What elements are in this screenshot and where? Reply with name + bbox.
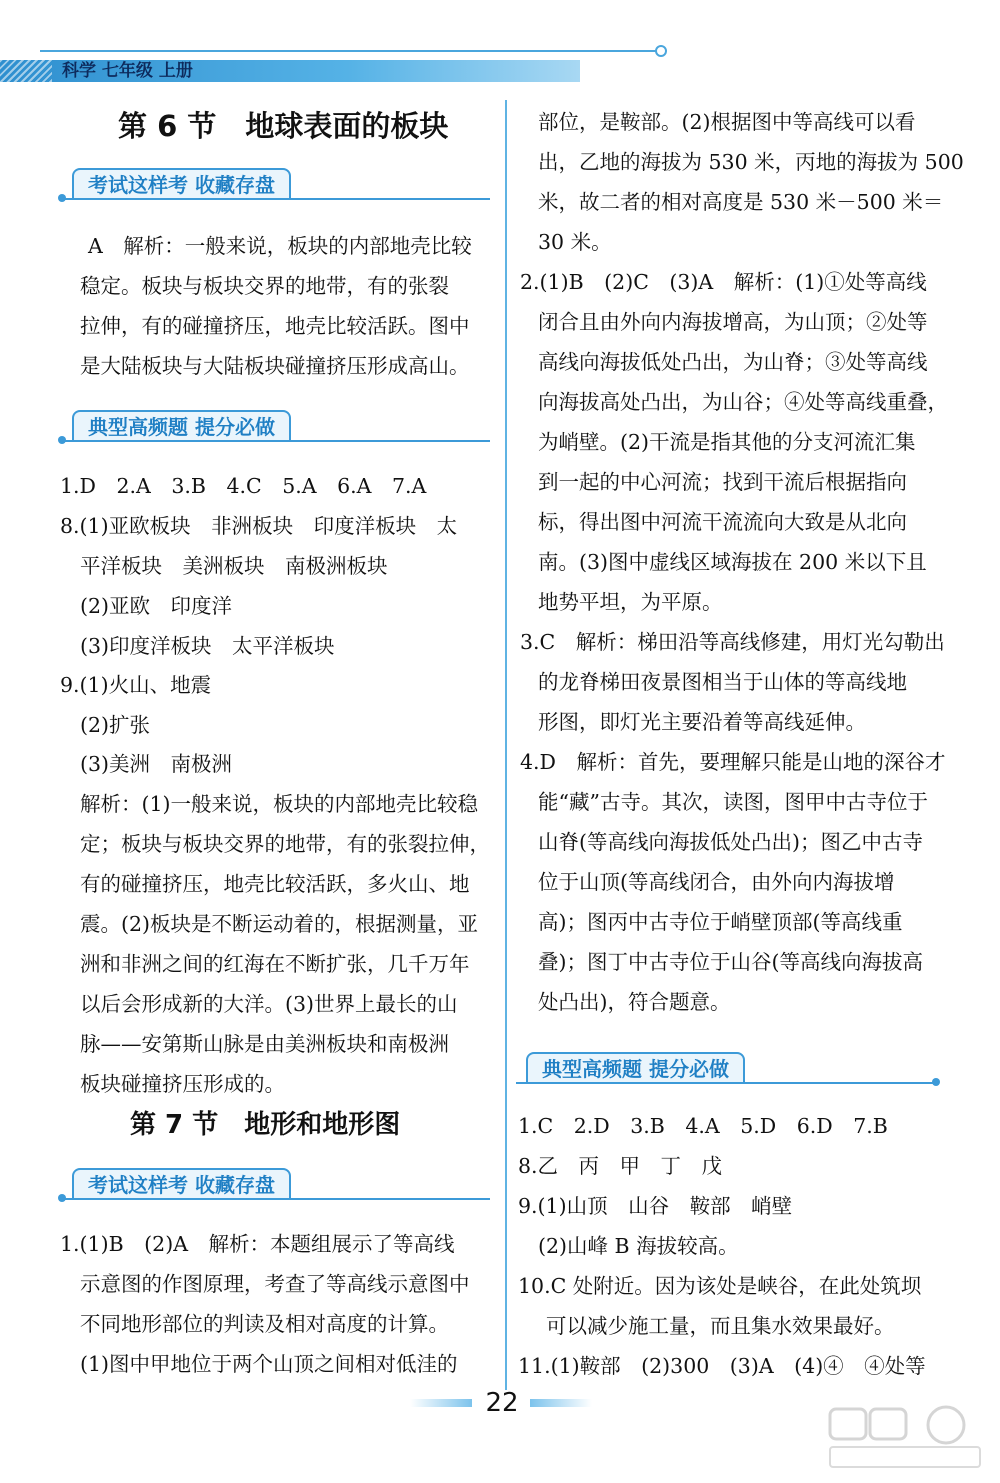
answer-line: (2)山峰 B 海拔较高。: [538, 1234, 739, 1258]
answer-line: 到一起的中心河流；找到干流后根据指向: [538, 470, 907, 494]
answer-line: 4.D 解析：首先，要理解只能是山地的深谷才: [520, 750, 946, 774]
page-number: 22: [485, 1388, 519, 1418]
banner-dot: [932, 1078, 940, 1086]
answer-line: A 解析：一般来说，板块的内部地壳比较: [88, 234, 472, 258]
answer-line: (2)亚欧 印度洋: [80, 594, 233, 618]
answer-line: 高)；图丙中古寺位于峭壁顶部(等高线重: [538, 910, 903, 934]
answer-line: 1.D 2.A 3.B 4.C 5.A 6.A 7.A: [60, 474, 427, 498]
section-7-title: 第 7 节 地形和地形图: [130, 1110, 401, 1140]
answer-line: 处凸出)，符合题意。: [538, 990, 731, 1014]
answer-line: 2.(1)B (2)C (3)A 解析：(1)①处等高线: [520, 270, 927, 294]
header-pattern: [0, 60, 52, 82]
answer-line: (2)扩张: [80, 713, 151, 737]
answer-line: 示意图的作图原理，考查了等高线示意图中: [80, 1272, 470, 1296]
footer-ornament-left: [410, 1399, 472, 1407]
answer-line: 30 米。: [538, 230, 612, 254]
answer-line: 脉——安第斯山脉是由美洲板块和南极洲: [80, 1032, 449, 1056]
answer-line: 叠)；图丁中古寺位于山谷(等高线向海拔高: [538, 950, 923, 974]
banner-line: [62, 198, 490, 200]
answer-line: 标，得出图中河流干流流向大致是从北向: [538, 510, 907, 534]
header-rule: [40, 50, 660, 52]
answer-line: 平洋板块 美洲板块 南极洲板块: [80, 554, 388, 578]
answer-line: 出，乙地的海拔为 530 米，丙地的海拔为 500: [538, 150, 964, 174]
watermark-logo: [826, 1403, 986, 1473]
banner-exam: [62, 1168, 490, 1204]
answer-line: 震。(2)板块是不断运动着的，根据测量，亚: [80, 912, 479, 936]
answer-line: 11.(1)鞍部 (2)300 (3)A (4)④ ④处等: [518, 1354, 926, 1378]
answer-line: 8.乙 丙 甲 丁 戊: [518, 1154, 723, 1178]
answer-line: 山脊(等高线向海拔低处凸出)；图乙中古寺: [538, 830, 923, 854]
answer-line: 米，故二者的相对高度是 530 米－500 米＝: [538, 190, 944, 214]
banner-exam: [62, 168, 490, 204]
answer-line: 9.(1)山顶 山谷 鞍部 峭壁: [518, 1194, 793, 1218]
banner-frequent: [516, 1052, 936, 1088]
answer-line: (1)图中甲地位于两个山顶之间相对低洼的: [80, 1352, 458, 1376]
footer-ornament-right: [530, 1399, 592, 1407]
answer-line: 可以减少施工量，而且集水效果最好。: [546, 1314, 895, 1338]
page-header: [0, 38, 1000, 88]
column-divider: [505, 100, 507, 1390]
answer-line: 闭合且由外向内海拔增高，为山顶；②处等: [538, 310, 928, 334]
banner-label: 典型高频题 提分必做: [526, 1052, 745, 1084]
banner-line: [62, 440, 490, 442]
section-6-title: 第 6 节 地球表面的板块: [118, 109, 449, 143]
banner-label: 考试这样考 收藏存盘: [72, 1168, 291, 1200]
answer-line: 能“藏”古寺。其次，读图，图甲中古寺位于: [538, 790, 928, 814]
banner-line: [62, 1198, 490, 1200]
answer-line: 高线向海拔低处凸出，为山脊；③处等高线: [538, 350, 928, 374]
answer-line: 拉伸，有的碰撞挤压，地壳比较活跃。图中: [80, 314, 470, 338]
answer-line: 形图，即灯光主要沿着等高线延伸。: [538, 710, 866, 734]
answer-line: 板块碰撞挤压形成的。: [80, 1072, 285, 1096]
banner-dot: [58, 1194, 66, 1202]
answer-line: 部位，是鞍部。(2)根据图中等高线可以看: [538, 110, 916, 134]
header-title: 科学 七年级 上册: [62, 61, 193, 81]
answer-line: 1.C 2.D 3.B 4.A 5.D 6.D 7.B: [518, 1114, 888, 1138]
answer-line: (3)印度洋板块 太平洋板块: [80, 634, 335, 658]
answer-line: 3.C 解析：梯田沿等高线修建，用灯光勾勒出: [520, 630, 945, 654]
banner-line: [516, 1082, 936, 1084]
answer-line: 地势平坦，为平原。: [538, 590, 723, 614]
answer-line: (3)美洲 南极洲: [80, 752, 233, 776]
answer-line: 9.(1)火山、地震: [60, 673, 212, 697]
answer-line: 是大陆板块与大陆板块碰撞挤压形成高山。: [80, 354, 470, 378]
answer-line: 解析：(1)一般来说，板块的内部地壳比较稳: [80, 792, 479, 816]
answer-line: 定；板块与板块交界的地带，有的张裂拉伸，: [80, 832, 490, 856]
header-dot: [655, 45, 667, 57]
banner-dot: [58, 436, 66, 444]
answer-line: 洲和非洲之间的红海在不断扩张，几千万年: [80, 952, 470, 976]
answer-line: 位于山顶(等高线闭合，由外向内海拔增: [538, 870, 895, 894]
banner-label: 考试这样考 收藏存盘: [72, 168, 291, 200]
banner-label: 典型高频题 提分必做: [72, 410, 291, 442]
banner-dot: [58, 194, 66, 202]
answer-line: 的龙脊梯田夜景图相当于山体的等高线地: [538, 670, 907, 694]
answer-line: 10.C 处附近。因为该处是峡谷，在此处筑坝: [518, 1274, 922, 1298]
answer-line: 以后会形成新的大洋。(3)世界上最长的山: [80, 992, 458, 1016]
answer-line: 向海拔高处凸出，为山谷；④处等高线重叠，: [538, 390, 948, 414]
answer-line: 为峭壁。(2)干流是指其他的分支河流汇集: [538, 430, 916, 454]
answer-line: 1.(1)B (2)A 解析：本题组展示了等高线: [60, 1232, 455, 1256]
answer-line: 南。(3)图中虚线区域海拔在 200 米以下且: [538, 550, 927, 574]
answer-line: 不同地形部位的判读及相对高度的计算。: [80, 1312, 449, 1336]
answer-line: 8.(1)亚欧板块 非洲板块 印度洋板块 太: [60, 514, 458, 538]
answer-line: 稳定。板块与板块交界的地带，有的张裂: [80, 274, 449, 298]
answer-line: 有的碰撞挤压，地壳比较活跃，多火山、地: [80, 872, 470, 896]
banner-frequent: [62, 410, 490, 446]
